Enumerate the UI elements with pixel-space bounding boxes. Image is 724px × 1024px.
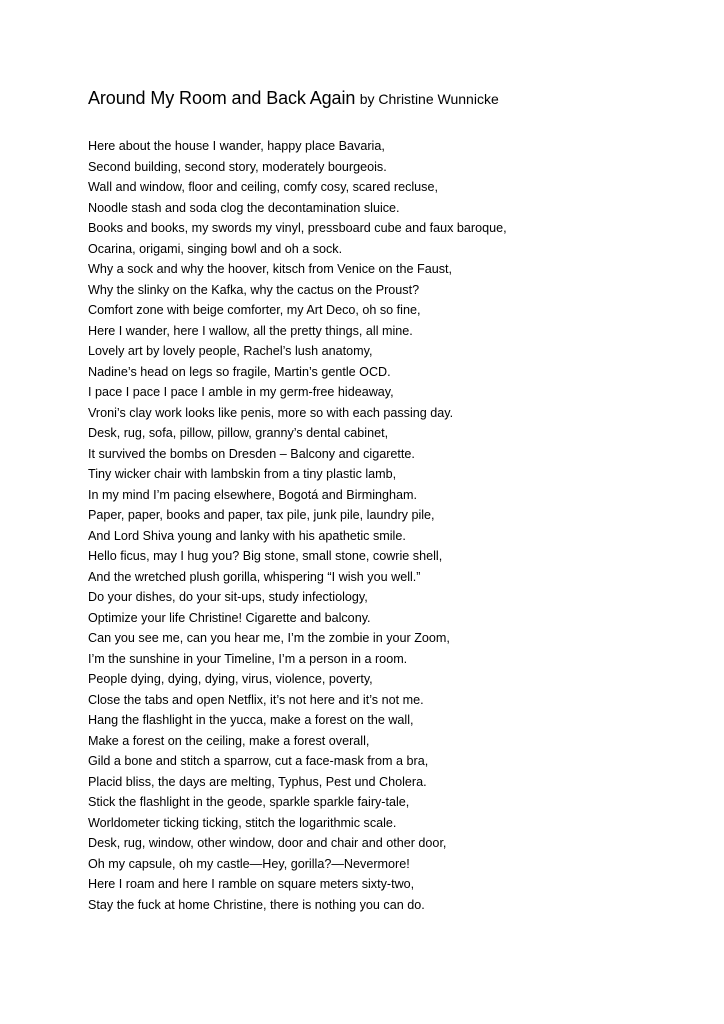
poem-line: Oh my capsule, oh my castle—Hey, gorilla?—Nevermore! bbox=[88, 856, 410, 871]
poem-line: Paper, paper, books and paper, tax pile, junk pile, laundry pile, bbox=[88, 508, 435, 522]
poem-line: Placid bliss, the days are melting, Typhus, Pest und Cholera. bbox=[88, 774, 427, 789]
poem-line: Do your dishes, do your sit-ups, study infectiology, bbox=[88, 590, 368, 604]
poem-line: Second building, second story, moderately bourgeois. bbox=[88, 159, 387, 174]
poem-line: Hang the flashlight in the yucca, make a forest on the wall, bbox=[88, 713, 414, 727]
poem-line: Lovely art by lovely people, Rachel’s lush anatomy, bbox=[88, 344, 373, 358]
poem-line: Why a sock and why the hoover, kitsch from Venice on the Faust, bbox=[88, 262, 453, 276]
poem-line: Wall and window, floor and ceiling, comfy cosy, scared recluse, bbox=[88, 180, 438, 194]
poem-line: Comfort zone with beige comforter, my Art Deco, oh so fine, bbox=[88, 303, 421, 317]
title-line bbox=[88, 88, 499, 109]
poem-line: I pace I pace I pace I amble in my germ-free hideaway, bbox=[88, 385, 394, 399]
poem-body bbox=[88, 136, 688, 915]
poem-line: Hello ficus, may I hug you? Big stone, small stone, cowrie shell, bbox=[88, 549, 443, 563]
poem-line: In my mind I’m pacing elsewhere, Bogotá and Birmingham. bbox=[88, 487, 417, 502]
poem-line: Worldometer ticking ticking, stitch the logarithmic scale. bbox=[88, 815, 397, 830]
poem-line: Optimize your life Christine! Cigarette and balcony. bbox=[88, 610, 371, 625]
poem-line: Ocarina, origami, singing bowl and oh a sock. bbox=[88, 241, 343, 256]
poem-line: Stay the fuck at home Christine, there is nothing you can do. bbox=[88, 897, 425, 912]
poem-line: Make a forest on the ceiling, make a forest overall, bbox=[88, 733, 370, 748]
poem-line: It survived the bombs on Dresden – Balcony and cigarette. bbox=[88, 446, 415, 461]
poem-line: Nadine’s head on legs so fragile, Martin’s gentle OCD. bbox=[88, 364, 391, 379]
poem-line: Gild a bone and stitch a sparrow, cut a face-mask from a bra, bbox=[88, 754, 429, 768]
poem-line: And the wretched plush gorilla, whispering “I wish you well.” bbox=[88, 569, 421, 584]
poem-line: Why the slinky on the Kafka, why the cactus on the Proust? bbox=[88, 282, 420, 297]
author-byline: by Christine Wunnicke bbox=[359, 91, 499, 107]
poem-line: Close the tabs and open Netflix, it’s not here and it’s not me. bbox=[88, 692, 424, 707]
poem-line: Here about the house I wander, happy place Bavaria, bbox=[88, 139, 385, 153]
poem-line: Tiny wicker chair with lambskin from a tiny plastic lamb, bbox=[88, 467, 397, 481]
poem-line: People dying, dying, dying, virus, violence, poverty, bbox=[88, 672, 373, 686]
poem-line: Here I roam and here I ramble on square meters sixty-two, bbox=[88, 877, 415, 891]
poem-title: Around My Room and Back Again bbox=[88, 88, 356, 108]
poem-line: And Lord Shiva young and lanky with his apathetic smile. bbox=[88, 528, 406, 543]
poem-line: Stick the flashlight in the geode, sparkle sparkle fairy-tale, bbox=[88, 795, 410, 809]
poem-line: Can you see me, can you hear me, I’m the zombie in your Zoom, bbox=[88, 631, 450, 645]
poem-line: Desk, rug, window, other window, door and chair and other door, bbox=[88, 836, 447, 850]
poem-line: I’m the sunshine in your Timeline, I’m a person in a room. bbox=[88, 651, 408, 666]
poem-line: Here I wander, here I wallow, all the pretty things, all mine. bbox=[88, 323, 413, 338]
poem-line: Vroni’s clay work looks like penis, more so with each passing day. bbox=[88, 405, 454, 420]
poem-line: Desk, rug, sofa, pillow, pillow, granny’s dental cabinet, bbox=[88, 426, 389, 440]
poem-line: Noodle stash and soda clog the decontamination sluice. bbox=[88, 200, 400, 215]
poem-line: Books and books, my swords my vinyl, pressboard cube and faux baroque, bbox=[88, 221, 507, 235]
